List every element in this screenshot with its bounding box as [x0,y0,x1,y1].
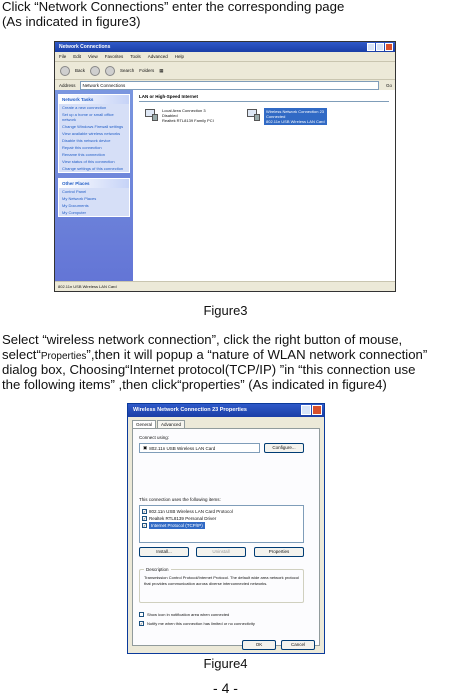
install-button[interactable]: Install... [139,547,189,557]
search-button[interactable]: Search [120,68,135,73]
instruction-line-3: dialog box, Choosing“Internet protocol(TCP/IP) ”in “this connection use [2,362,416,377]
figure4-caption: Figure4 [203,656,248,671]
menu-advanced[interactable]: Advanced [147,54,168,59]
components-list [139,505,304,543]
dialog-title-bar [128,404,324,417]
menu-tools[interactable]: Tools [130,54,141,59]
wireless-connection-icon [245,108,261,122]
status-bar: 802.11n USB Wireless LAN Card [55,281,395,291]
back-icon[interactable] [60,66,70,76]
page-number: - 4 - [213,680,238,696]
show-icon-checkbox[interactable] [139,612,144,617]
uninstall-button[interactable]: Uninstall [196,547,246,557]
properties-dialog [127,403,325,654]
list-item-selected[interactable]: ✓ Internet Protocol (TCP/IP) [143,523,203,528]
connection-status: Disabled [162,113,178,118]
up-folder-icon[interactable] [105,66,115,76]
description-text: Transmission Control Protocol/Internet Protocol. The default wide area network protocol that provides communication across diverse interconnected networks. [144,575,299,586]
task-firewall[interactable]: Change Windows Firewall settings [62,124,124,129]
connection-name: Local Area Connection 3 [162,108,206,113]
menu-bar [55,52,395,62]
go-button[interactable]: Go [385,82,392,88]
properties-button[interactable]: Properties [254,547,304,557]
adapter-icon: ▣ [143,445,148,450]
back-button[interactable]: Back [75,68,86,73]
tab-advanced[interactable]: Advanced [157,420,185,428]
description-group [139,569,304,603]
dialog-title: Wireless Network Connection 23 Properties [133,407,247,413]
tab-bar [128,417,324,428]
general-sheet [132,428,320,646]
menu-view[interactable]: View [88,54,98,59]
connections-view [133,90,395,282]
task-rename[interactable]: Rename this connection [62,152,105,157]
address-label: Address [59,82,76,88]
menu-help[interactable]: Help [174,54,185,59]
items-label: This connection uses the following items: [139,497,221,502]
item-checkbox[interactable]: ✓ [143,509,147,514]
task-disable-device[interactable]: Disable this network device [62,138,111,143]
views-icon[interactable]: ▦ [159,67,164,73]
item-checkbox[interactable]: ✓ [143,523,147,528]
title-bar [55,42,395,52]
maximize-button[interactable] [376,43,384,51]
task-view-status[interactable]: View status of this connection [62,159,115,164]
network-tasks-title[interactable]: Network Tasks [59,95,129,104]
menu-edit[interactable]: Edit [73,54,82,59]
address-input[interactable]: Network Connections [80,81,379,90]
connection-name: Wireless Network Connection 23 [266,109,325,114]
group-header: LAN or High-Speed Internet [139,94,389,102]
place-network-places[interactable]: My Network Places [62,196,97,201]
task-repair[interactable]: Repair this connection [62,145,102,150]
close-button[interactable] [385,43,393,51]
menu-favorites[interactable]: Favorites [104,54,124,59]
tab-general[interactable]: General [132,420,156,428]
place-my-computer[interactable]: My Computer [62,210,87,215]
network-tasks-panel [58,94,130,173]
configure-button[interactable]: Configure... [264,443,304,453]
instruction-line-1: Select “wireless network connection”, click the right button of mouse, [2,332,403,347]
instruction-line-4: the following items” ,then click“properties” (As indicated in figure4) [2,377,387,392]
window-title: Network Connections [59,44,111,50]
show-icon-option[interactable]: Show icon in notification area when connected [139,612,229,617]
task-home-network[interactable]: Set up a home or small office network [62,112,114,122]
place-my-documents[interactable]: My Documents [62,203,89,208]
connection-device: Realtek RTL8139 Family PCI [162,118,214,123]
task-pane [55,90,133,282]
connection-device: 802.11n USB Wireless LAN Card [266,119,325,124]
adapter-field [139,443,260,453]
description-title: Description [146,567,169,572]
notify-option[interactable]: ✓ Notify me when this connection has limited or no connectivity [140,621,255,626]
item-checkbox[interactable]: ✓ [143,516,147,521]
connection-wireless[interactable] [245,108,327,125]
menu-file[interactable]: File [59,54,67,59]
folders-button[interactable]: Folders [139,68,155,73]
notify-checkbox[interactable]: ✓ [140,621,144,626]
dialog-close-button[interactable] [312,405,322,415]
other-places-title[interactable]: Other Places [59,179,129,188]
minimize-button[interactable] [367,43,375,51]
connection-local-area[interactable] [143,108,214,123]
forward-icon[interactable] [90,66,100,76]
place-control-panel[interactable]: Control Panel [62,189,87,194]
connection-status: Connected [266,114,286,119]
instruction-line-2: select“Properties”,then it will popup a “nature of WLAN network connection” [2,347,428,362]
intro-line-2: (As indicated in figure3) [2,14,141,29]
figure3-caption: Figure3 [203,303,248,318]
connect-using-label: Connect using: [139,435,170,440]
ok-button[interactable]: OK [242,640,276,650]
list-item[interactable]: ✓ 802.11n USB Wireless LAN Card Protocol [143,509,233,514]
cancel-button[interactable]: Cancel [281,640,315,650]
task-view-wireless[interactable]: View available wireless networks [62,131,121,136]
intro-line-1: Click “Network Connections” enter the corresponding page [2,0,345,14]
adapter-name: 802.11n USB Wireless LAN Card [149,445,216,451]
task-change-settings[interactable]: Change settings of this connection [62,166,124,171]
toolbar [55,62,395,80]
help-button[interactable] [301,405,311,415]
other-places-panel [58,178,130,217]
network-connection-icon [143,108,159,122]
task-create-connection[interactable]: Create a new connection [62,105,107,110]
network-connections-window [54,41,396,292]
list-item[interactable]: ✓ Realtek RTL8139 Personal Driver [143,516,217,521]
